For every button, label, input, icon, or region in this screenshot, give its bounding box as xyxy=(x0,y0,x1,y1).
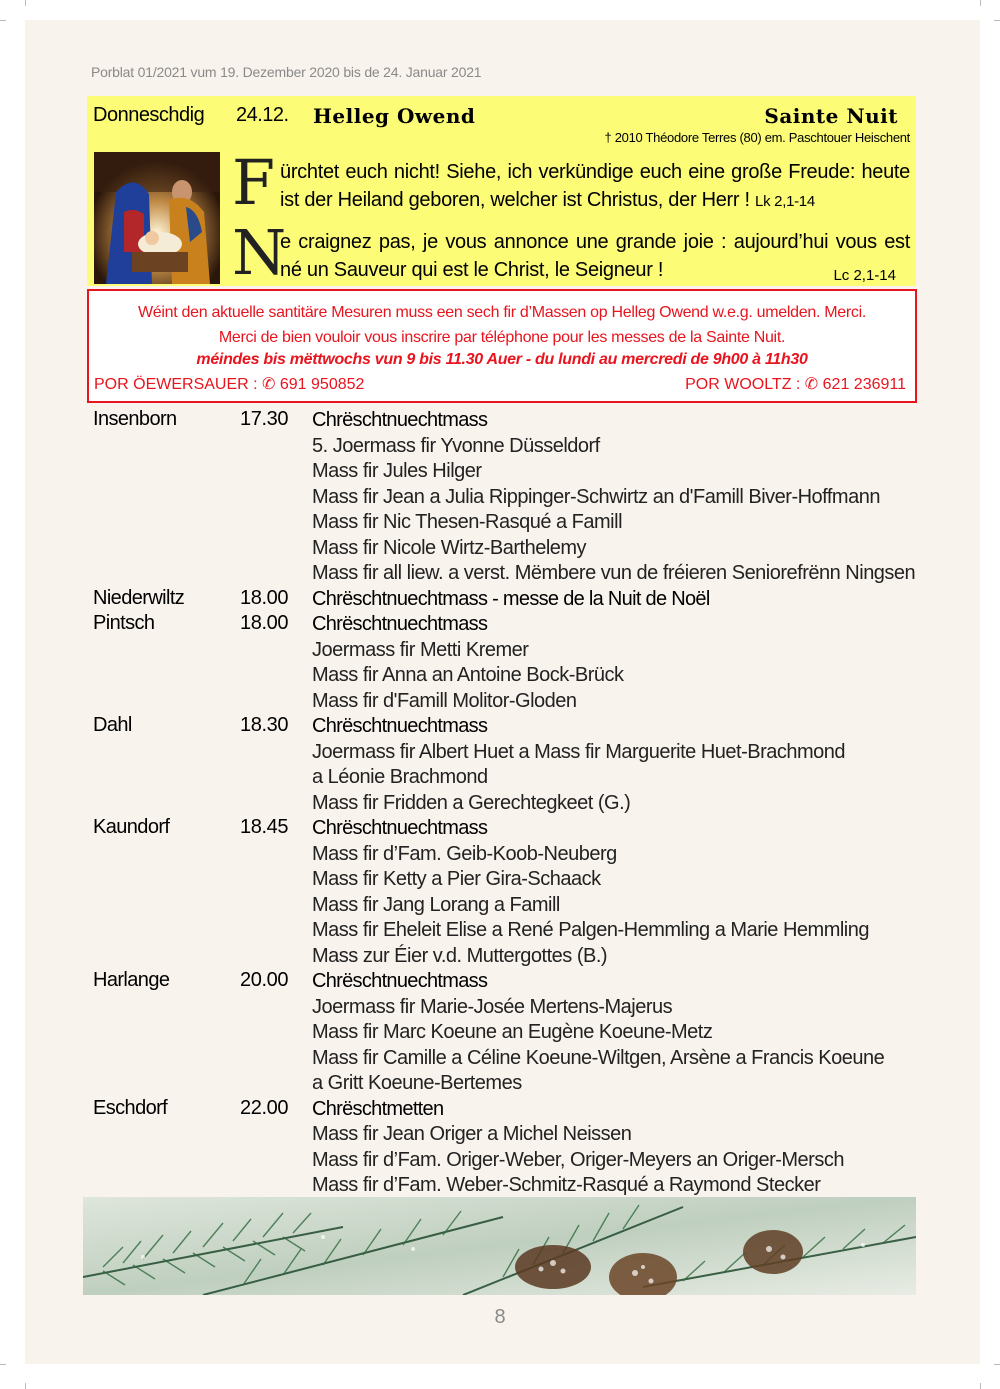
mass-intention: a Gritt Koeune-Bertemes xyxy=(312,1072,522,1094)
mass-time: 18.45 xyxy=(240,816,289,838)
mass-intention: Joermass fir Metti Kremer xyxy=(312,638,529,661)
notice-hours: méindes bis mëttwochs vun 9 bis 11.30 Auer - du lundi au mercredi de 9h00 à 11h30 xyxy=(196,351,808,368)
crop-mark xyxy=(25,1383,26,1389)
church-location: Kaundorf xyxy=(93,816,170,838)
mass-details xyxy=(312,1097,923,1199)
verse-fr xyxy=(232,216,912,289)
mass-intention: Joermass fir Albert Huet a Mass fir Marguerite Huet-Brachmond xyxy=(312,740,846,763)
mass-intention: Mass fir Anna an Antoine Bock-Brück xyxy=(312,664,624,686)
verse-ref: Lk 2,1-14 xyxy=(755,193,815,210)
mass-details xyxy=(312,714,923,816)
mass-time: 18.00 xyxy=(240,612,289,634)
mass-time: 17.30 xyxy=(240,408,289,430)
schedule-entry xyxy=(93,587,923,613)
mass-title: Chrëschtnuechtmass xyxy=(312,970,488,992)
feast-title-lb: Helleg Owend xyxy=(313,104,476,128)
phone-wooltz: POR WOOLTZ : ✆ 621 236911 xyxy=(685,376,906,393)
mass-details xyxy=(312,587,923,613)
crop-mark xyxy=(980,1383,981,1389)
mass-details xyxy=(312,816,923,969)
schedule-entry xyxy=(93,816,923,969)
memorial-note: † 2010 Théodore Terres (80) em. Paschtouer Heischent xyxy=(604,130,910,145)
crop-mark xyxy=(994,1364,1000,1365)
mass-time: 20.00 xyxy=(240,969,289,991)
mass-title: Chrëschtnuechtmass xyxy=(312,715,488,737)
mass-intention: Mass fir Jean a Julia Rippinger-Schwirtz an d'Famill Biver-Hoffmann xyxy=(312,485,880,508)
church-location: Pintsch xyxy=(93,612,155,634)
page-number: 8 xyxy=(494,1306,506,1328)
notice-line-lb: Wéint den aktuelle santitäre Mesuren muss een sech fir d’Massen op Helleg Owend w.e.g. umelden. Merci. xyxy=(138,304,866,321)
mass-intention: Mass fir d’Fam. Geib-Koob-Neuberg xyxy=(312,842,617,865)
mass-title: Chrëschtnuechtmass xyxy=(312,817,488,839)
mass-intention: Mass fir all liew. a verst. Mëmbere vun de fréieren Seniorefrënn Ningsen xyxy=(312,562,916,584)
verse-text: ürchtet euch nicht! Siehe, ich verkündige euch eine große Freude: heute ist der Heiland geboren, welcher ist Christus, der Herr ! Lk 2,1-14 xyxy=(280,161,910,211)
schedule-entry xyxy=(93,408,923,587)
schedule-entry xyxy=(93,714,923,816)
church-location: Insenborn xyxy=(93,408,177,430)
mass-intention: Mass fir Jang Lorang a Famill xyxy=(312,893,560,916)
running-header: Porblat 01/2021 vum 19. Dezember 2020 bis de 24. Januar 2021 xyxy=(91,64,482,80)
mass-intention: Mass fir d’Fam. Origer-Weber, Origer-Meyers an Origer-Mersch xyxy=(312,1148,844,1171)
mass-time: 22.00 xyxy=(240,1096,289,1119)
mass-intention: Mass fir Camille a Céline Koeune-Wiltgen, Arsène a Francis Koeune xyxy=(312,1046,885,1069)
mass-details xyxy=(312,408,923,587)
day-date: 24.12. xyxy=(236,104,289,126)
mass-title: Chrëschtnuechtmass xyxy=(312,613,488,635)
church-location: Eschdorf xyxy=(93,1096,168,1119)
day-header-box xyxy=(87,96,916,289)
day-name: Donneschdig xyxy=(93,104,205,126)
mass-intention: Joermass fir Marie-Josée Mertens-Majerus xyxy=(312,995,673,1018)
verse-de xyxy=(232,146,912,219)
crop-mark xyxy=(994,20,1000,21)
mass-intention: Mass fir Nic Thesen-Rasqué a Famill xyxy=(312,511,623,533)
mass-intention: 5. Joermass fir Yvonne Düsseldorf xyxy=(312,434,600,457)
mass-time: 18.00 xyxy=(240,586,289,609)
schedule-entry xyxy=(93,1097,923,1199)
phone-oewersauer: POR ÖEWERSAUER : ✆ 691 950852 xyxy=(94,376,365,393)
mass-intention: Mass fir Eheleit Elise a René Palgen-Hemmling a Marie Hemmling xyxy=(312,919,869,941)
notice-line-fr: Merci de bien vouloir vous inscrire par téléphone pour les messes de la Sainte Nuit. xyxy=(218,329,786,346)
mass-title: Chrëschtnuechtmass xyxy=(312,409,488,431)
mass-intention: Mass fir Fridden a Gerechtegkeet (G.) xyxy=(312,791,631,814)
mass-intention: Mass fir Nicole Wirtz-Barthelemy xyxy=(312,536,587,559)
mass-intention: Mass fir Jean Origer a Michel Neissen xyxy=(312,1123,632,1145)
mass-details xyxy=(312,612,923,714)
mass-intention: Mass fir d'Famill Molitor-Gloden xyxy=(312,689,577,712)
fir-branch-banner xyxy=(83,1197,916,1295)
drop-cap: F xyxy=(232,146,276,219)
mass-title: Chrëschtmetten xyxy=(312,1097,444,1120)
mass-time: 18.30 xyxy=(240,714,289,736)
mass-intention: a Léonie Brachmond xyxy=(312,766,488,788)
nativity-painting xyxy=(94,152,220,284)
crop-mark xyxy=(0,1364,6,1365)
drop-cap: N xyxy=(232,216,287,289)
mass-intention: Mass fir d’Fam. Weber-Schmitz-Rasqué a Raymond Stecker xyxy=(312,1174,821,1196)
crop-mark xyxy=(25,0,26,6)
verse-ref: Lc 2,1-14 xyxy=(833,267,896,284)
crop-mark xyxy=(980,0,981,6)
mass-intention: Mass fir Ketty a Pier Gira-Schaack xyxy=(312,868,601,890)
mass-intention: Mass fir Marc Koeune an Eugène Koeune-Metz xyxy=(312,1021,713,1043)
feast-title-fr: Sainte Nuit xyxy=(764,104,898,128)
schedule-entry xyxy=(93,612,923,714)
church-location: Harlange xyxy=(93,969,170,991)
mass-intention: Mass zur Éier v.d. Muttergottes (B.) xyxy=(312,944,608,967)
registration-notice xyxy=(87,289,917,403)
verse-text: e craignez pas, je vous annonce une grande joie : aujourd’hui vous est né un Sauveur qui est le Christ, le Seigneur ! xyxy=(280,231,910,281)
mass-details xyxy=(312,969,923,1097)
mass-schedule xyxy=(93,408,923,1199)
church-location: Dahl xyxy=(93,714,132,736)
mass-intention: Mass fir Jules Hilger xyxy=(312,460,482,482)
crop-mark xyxy=(0,20,6,21)
church-location: Niederwiltz xyxy=(93,586,185,609)
mass-title: Chrëschtnuechtmass - messe de la Nuit de Noël xyxy=(312,587,710,610)
schedule-entry xyxy=(93,969,923,1097)
